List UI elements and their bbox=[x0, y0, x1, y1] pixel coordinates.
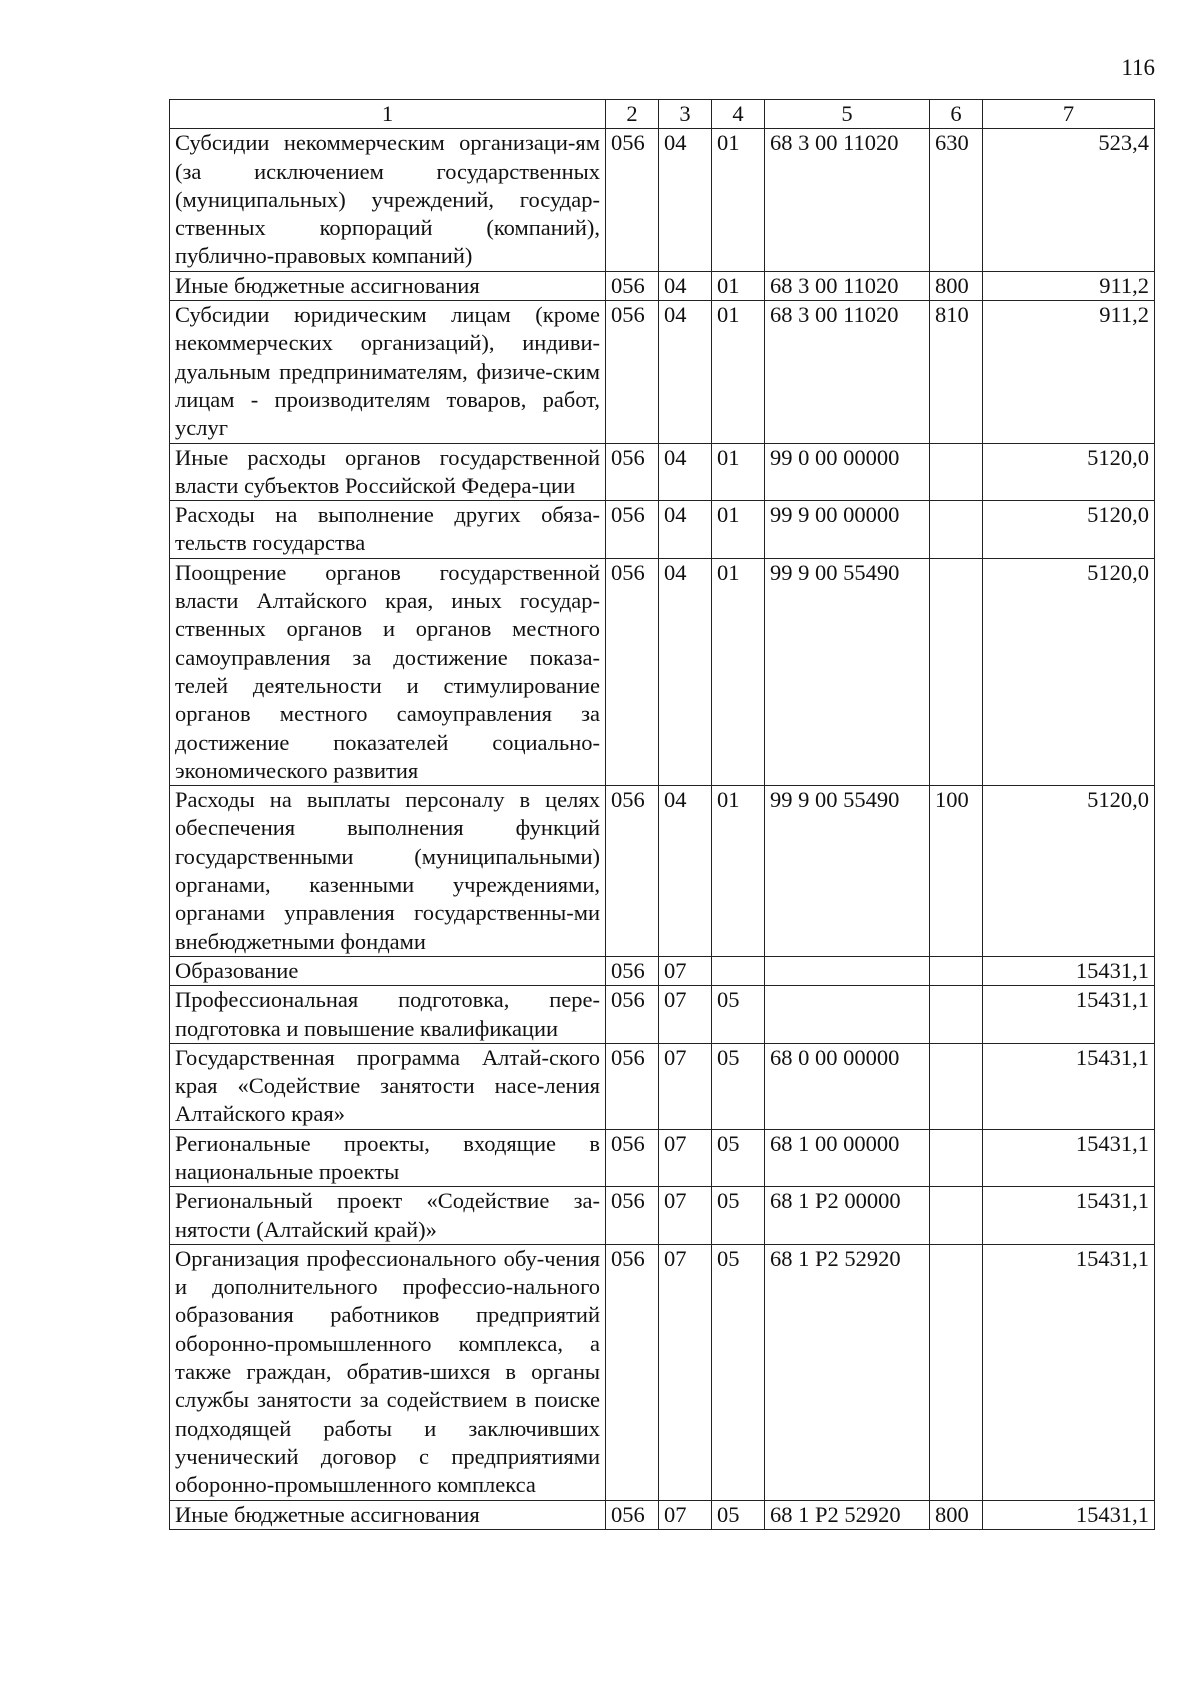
table-row bbox=[170, 271, 1155, 300]
row-section-code: 07 bbox=[659, 1043, 712, 1129]
row-expense-type bbox=[930, 986, 983, 1044]
row-target-article: 99 9 00 00000 bbox=[765, 501, 930, 559]
row-expense-type bbox=[930, 1187, 983, 1245]
table-row bbox=[170, 786, 1155, 957]
row-amount: 5120,0 bbox=[983, 558, 1155, 785]
row-subsection-code: 01 bbox=[712, 301, 765, 443]
row-amount: 5120,0 bbox=[983, 501, 1155, 559]
column-header-5: 5 bbox=[765, 100, 930, 129]
row-expense-type bbox=[930, 558, 983, 785]
table-row bbox=[170, 1187, 1155, 1245]
row-subsection-code: 01 bbox=[712, 558, 765, 785]
row-name: Организация профессионального обу-чения и дополнительного профессио-нального образования работников предприятий оборонно-промышленного комплекса, а также граждан, обратив-шихся в органы службы занятости за содействием в поиске подходящей работы и заключивших ученический договор с предприятиями оборонно-промышленного комплекса bbox=[170, 1244, 606, 1500]
row-target-article: 68 1 P2 52920 bbox=[765, 1244, 930, 1500]
row-expense-type bbox=[930, 1043, 983, 1129]
row-amount: 15431,1 bbox=[983, 956, 1155, 985]
row-amount: 15431,1 bbox=[983, 986, 1155, 1044]
row-subsection-code: 01 bbox=[712, 271, 765, 300]
row-amount: 15431,1 bbox=[983, 1500, 1155, 1529]
row-target-article: 68 1 P2 00000 bbox=[765, 1187, 930, 1245]
row-amount: 15431,1 bbox=[983, 1129, 1155, 1187]
table-row bbox=[170, 129, 1155, 271]
row-name: Иные расходы органов государственной власти субъектов Российской Федера-ции bbox=[170, 443, 606, 501]
row-subsection-code: 05 bbox=[712, 986, 765, 1044]
row-target-article bbox=[765, 956, 930, 985]
column-header-3: 3 bbox=[659, 100, 712, 129]
row-target-article: 68 1 P2 52920 bbox=[765, 1500, 930, 1529]
row-subsection-code: 05 bbox=[712, 1187, 765, 1245]
row-ministry-code: 056 bbox=[606, 501, 659, 559]
table-row bbox=[170, 1129, 1155, 1187]
row-ministry-code: 056 bbox=[606, 1244, 659, 1500]
column-header-7: 7 bbox=[983, 100, 1155, 129]
row-ministry-code: 056 bbox=[606, 271, 659, 300]
budget-table bbox=[169, 99, 1155, 1530]
row-target-article bbox=[765, 986, 930, 1044]
row-ministry-code: 056 bbox=[606, 301, 659, 443]
table-row bbox=[170, 443, 1155, 501]
row-expense-type: 630 bbox=[930, 129, 983, 271]
row-section-code: 04 bbox=[659, 443, 712, 501]
row-expense-type: 800 bbox=[930, 271, 983, 300]
table-row bbox=[170, 1244, 1155, 1500]
row-target-article: 99 0 00 00000 bbox=[765, 443, 930, 501]
row-name: Иные бюджетные ассигнования bbox=[170, 271, 606, 300]
row-amount: 911,2 bbox=[983, 271, 1155, 300]
row-target-article: 68 3 00 11020 bbox=[765, 301, 930, 443]
row-section-code: 04 bbox=[659, 129, 712, 271]
row-ministry-code: 056 bbox=[606, 956, 659, 985]
row-name: Иные бюджетные ассигнования bbox=[170, 1500, 606, 1529]
row-amount: 5120,0 bbox=[983, 443, 1155, 501]
row-subsection-code: 05 bbox=[712, 1129, 765, 1187]
page-number: 116 bbox=[1121, 55, 1155, 80]
row-name: Региональный проект «Содействие за-нятости (Алтайский край)» bbox=[170, 1187, 606, 1245]
row-section-code: 07 bbox=[659, 986, 712, 1044]
row-expense-type bbox=[930, 1244, 983, 1500]
column-header-4: 4 bbox=[712, 100, 765, 129]
row-target-article: 99 9 00 55490 bbox=[765, 558, 930, 785]
row-name: Образование bbox=[170, 956, 606, 985]
row-name: Субсидии некоммерческим организаци-ям (за исключением государственных (муниципальных) учреждений, государ-ственных корпораций (компаний), публично-правовых компаний) bbox=[170, 129, 606, 271]
row-ministry-code: 056 bbox=[606, 558, 659, 785]
row-expense-type: 800 bbox=[930, 1500, 983, 1529]
row-subsection-code: 01 bbox=[712, 501, 765, 559]
row-name: Расходы на выплаты персоналу в целях обеспечения выполнения функций государственными (муниципальными) органами, казенными учреждениями, органами управления государственны-ми внебюджетными фондами bbox=[170, 786, 606, 957]
row-subsection-code: 01 bbox=[712, 786, 765, 957]
row-amount: 15431,1 bbox=[983, 1244, 1155, 1500]
row-name: Расходы на выполнение других обяза-тельств государства bbox=[170, 501, 606, 559]
row-section-code: 04 bbox=[659, 786, 712, 957]
column-header-6: 6 bbox=[930, 100, 983, 129]
row-section-code: 07 bbox=[659, 1244, 712, 1500]
row-section-code: 04 bbox=[659, 301, 712, 443]
table-row bbox=[170, 1043, 1155, 1129]
column-header-1: 1 bbox=[170, 100, 606, 129]
row-ministry-code: 056 bbox=[606, 1043, 659, 1129]
row-ministry-code: 056 bbox=[606, 786, 659, 957]
row-amount: 523,4 bbox=[983, 129, 1155, 271]
table-row bbox=[170, 301, 1155, 443]
row-target-article: 68 1 00 00000 bbox=[765, 1129, 930, 1187]
row-subsection-code bbox=[712, 956, 765, 985]
row-section-code: 07 bbox=[659, 1129, 712, 1187]
row-name: Профессиональная подготовка, пере-подготовка и повышение квалификации bbox=[170, 986, 606, 1044]
row-ministry-code: 056 bbox=[606, 443, 659, 501]
row-subsection-code: 05 bbox=[712, 1500, 765, 1529]
table-row bbox=[170, 501, 1155, 559]
row-ministry-code: 056 bbox=[606, 1187, 659, 1245]
row-expense-type bbox=[930, 443, 983, 501]
row-section-code: 07 bbox=[659, 956, 712, 985]
row-expense-type bbox=[930, 1129, 983, 1187]
row-expense-type: 100 bbox=[930, 786, 983, 957]
row-amount: 5120,0 bbox=[983, 786, 1155, 957]
row-name: Поощрение органов государственной власти Алтайского края, иных государ-ственных органов и органов местного самоуправления за достижение показа-телей деятельности и стимулирование органов местного самоуправления за достижение показателей социально-экономического развития bbox=[170, 558, 606, 785]
row-ministry-code: 056 bbox=[606, 986, 659, 1044]
row-section-code: 04 bbox=[659, 558, 712, 785]
row-subsection-code: 05 bbox=[712, 1043, 765, 1129]
row-name: Региональные проекты, входящие в национальные проекты bbox=[170, 1129, 606, 1187]
row-expense-type: 810 bbox=[930, 301, 983, 443]
header-row bbox=[170, 100, 1155, 129]
row-name: Государственная программа Алтай-ского края «Содействие занятости насе-ления Алтайского края» bbox=[170, 1043, 606, 1129]
row-subsection-code: 01 bbox=[712, 129, 765, 271]
row-section-code: 07 bbox=[659, 1187, 712, 1245]
table-row bbox=[170, 956, 1155, 985]
table-row bbox=[170, 986, 1155, 1044]
column-header-2: 2 bbox=[606, 100, 659, 129]
row-ministry-code: 056 bbox=[606, 1500, 659, 1529]
row-amount: 15431,1 bbox=[983, 1187, 1155, 1245]
row-target-article: 99 9 00 55490 bbox=[765, 786, 930, 957]
row-name: Субсидии юридическим лицам (кроме некоммерческих организаций), индиви-дуальным предпринимателям, физиче-ским лицам - производителям товаров, работ, услуг bbox=[170, 301, 606, 443]
row-target-article: 68 3 00 11020 bbox=[765, 129, 930, 271]
row-amount: 911,2 bbox=[983, 301, 1155, 443]
row-target-article: 68 3 00 11020 bbox=[765, 271, 930, 300]
row-target-article: 68 0 00 00000 bbox=[765, 1043, 930, 1129]
table-row bbox=[170, 558, 1155, 785]
row-ministry-code: 056 bbox=[606, 129, 659, 271]
row-section-code: 04 bbox=[659, 501, 712, 559]
row-expense-type bbox=[930, 501, 983, 559]
row-ministry-code: 056 bbox=[606, 1129, 659, 1187]
row-subsection-code: 01 bbox=[712, 443, 765, 501]
row-amount: 15431,1 bbox=[983, 1043, 1155, 1129]
table-row bbox=[170, 1500, 1155, 1529]
row-section-code: 04 bbox=[659, 271, 712, 300]
row-subsection-code: 05 bbox=[712, 1244, 765, 1500]
row-section-code: 07 bbox=[659, 1500, 712, 1529]
row-expense-type bbox=[930, 956, 983, 985]
